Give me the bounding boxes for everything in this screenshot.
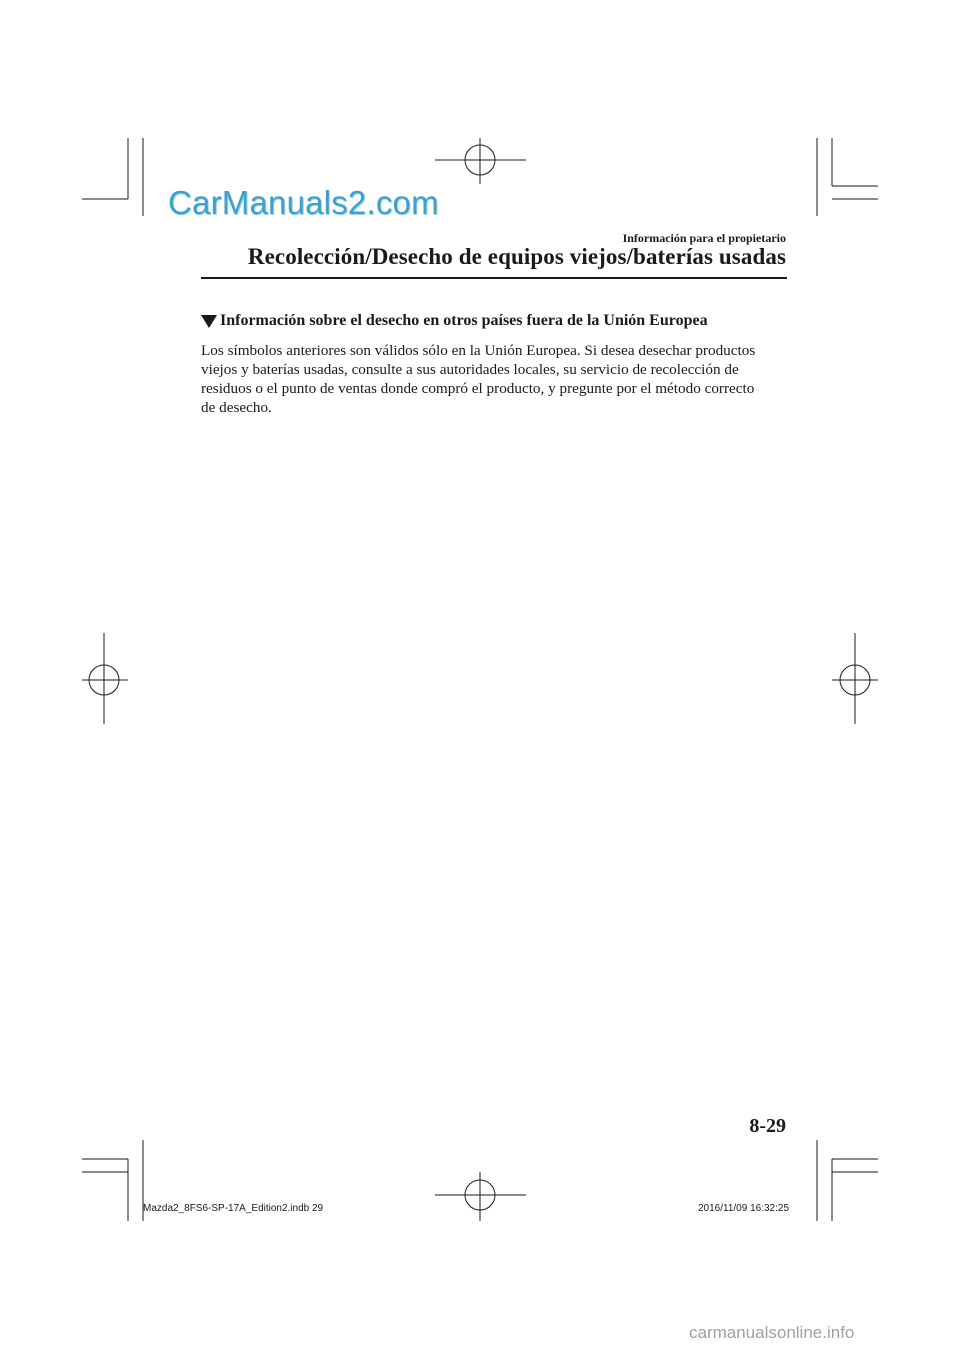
body-line: residuos o el punto de ventas donde compró el producto, y pregunte por el método correcto [201, 380, 755, 397]
down-triangle-icon [201, 315, 217, 328]
subsection-title: Información sobre el desecho en otros países fuera de la Unión Europea [220, 312, 708, 329]
section-label: Información para el propietario [622, 231, 786, 245]
chapter-title: Recolección/Desecho de equipos viejos/baterías usadas [247, 244, 786, 269]
watermark-logo: CarManuals2.com [168, 184, 439, 221]
subsection-heading [201, 312, 708, 330]
body-line: Los símbolos anteriores son válidos sólo en la Unión Europea. Si desea desechar productos [201, 342, 756, 359]
body-line: de desecho. [201, 399, 272, 416]
page-number: 8-29 [749, 1115, 786, 1137]
body-line: viejos y baterías usadas, consulte a sus autoridades locales, su servicio de recolección de [201, 361, 739, 378]
body-paragraph [201, 341, 791, 417]
watermark-footer: carmanualsonline.info [689, 1323, 855, 1342]
footer-file-info: Mazda2_8FS6-SP-17A_Edition2.indb 29 [143, 1203, 324, 1214]
footer-timestamp: 2016/11/09 16:32:25 [698, 1203, 790, 1214]
title-divider [201, 277, 787, 279]
